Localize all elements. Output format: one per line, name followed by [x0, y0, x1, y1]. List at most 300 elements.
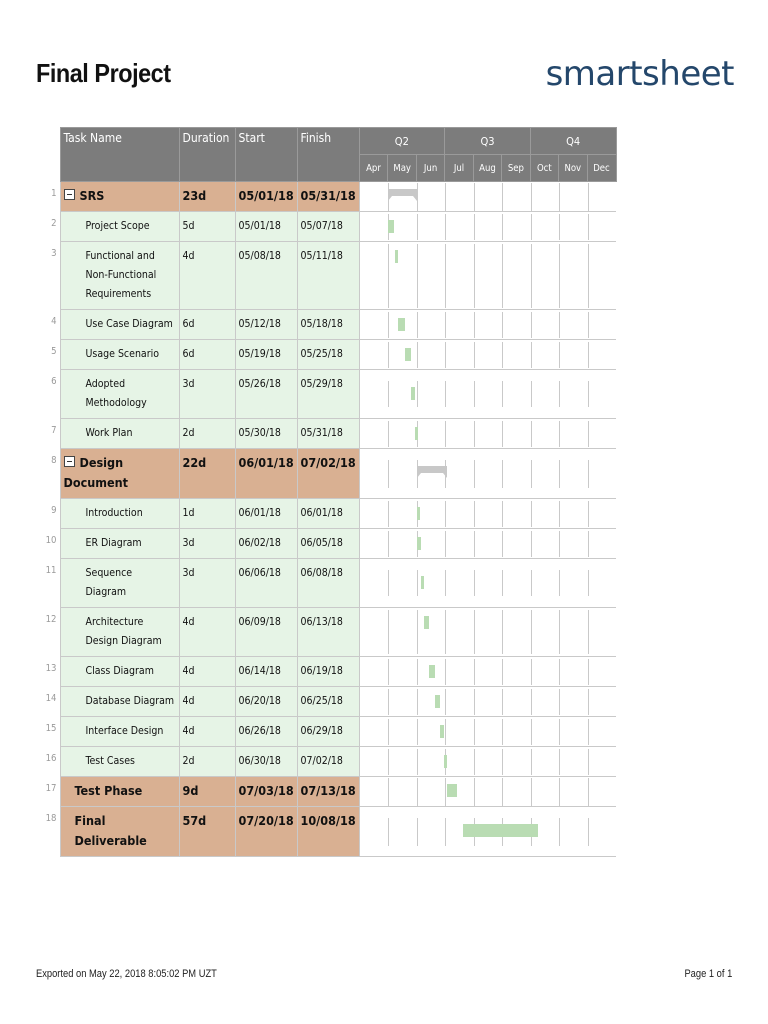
gantt-gridline [445, 342, 446, 368]
gantt-cell [359, 608, 616, 657]
gantt-gridline [531, 689, 532, 715]
gantt-gridline [502, 183, 503, 211]
task-finish-cell[interactable]: 05/25/18 [297, 340, 359, 370]
task-bar[interactable] [440, 725, 444, 738]
gantt-gridline [531, 719, 532, 745]
row-number: 2 [36, 212, 60, 242]
task-name-cell[interactable] [60, 777, 179, 807]
task-start-cell[interactable]: 06/30/18 [235, 747, 297, 777]
gantt-gridline [588, 689, 589, 715]
task-finish-cell[interactable]: 06/19/18 [297, 657, 359, 687]
gantt-gridline [388, 460, 389, 488]
task-finish-cell[interactable]: 07/13/18 [297, 777, 359, 807]
gantt-gridline [445, 501, 446, 527]
gantt-gridline [474, 659, 475, 685]
gantt-gridline [559, 689, 560, 715]
gantt-gridline [388, 719, 389, 745]
gantt-gridline [445, 531, 446, 557]
gantt-gridline [502, 689, 503, 715]
gantt-gridline [474, 778, 475, 806]
gantt-gridline [588, 183, 589, 211]
task-duration-cell[interactable]: 5d [179, 212, 235, 242]
gantt-gridline [502, 421, 503, 447]
collapse-toggle-icon[interactable] [64, 456, 75, 467]
task-start-cell[interactable]: 05/19/18 [235, 340, 297, 370]
gantt-gridline [388, 501, 389, 527]
gantt-gridline [588, 778, 589, 806]
task-name-cell[interactable] [60, 449, 179, 499]
gantt-gridline [531, 531, 532, 557]
row-number: 14 [36, 687, 60, 717]
task-finish-cell[interactable]: 07/02/18 [297, 449, 359, 499]
page-number: Page 1 of 1 [684, 968, 732, 980]
gantt-gridline [559, 214, 560, 240]
gantt-gridline [445, 421, 446, 447]
gantt-gridline [502, 531, 503, 557]
task-duration-cell[interactable]: 22d [179, 449, 235, 499]
gantt-gridline [388, 244, 389, 308]
gantt-gridline [559, 342, 560, 368]
row-number: 4 [36, 310, 60, 340]
gantt-gridline [388, 570, 389, 596]
gantt-gridline [502, 501, 503, 527]
gantt-cell [359, 529, 616, 559]
table-row[interactable] [36, 419, 616, 449]
gantt-gridline [474, 381, 475, 407]
month-apr: Apr [360, 155, 388, 181]
task-finish-cell[interactable]: 07/02/18 [297, 747, 359, 777]
gantt-gridline [531, 659, 532, 685]
task-start-cell[interactable]: 05/26/18 [235, 370, 297, 419]
task-start-cell[interactable]: 05/30/18 [235, 419, 297, 449]
gantt-gridline [474, 183, 475, 211]
gantt-gridline [588, 610, 589, 654]
row-number: 1 [36, 182, 60, 212]
column-header-task[interactable]: Task Name [60, 128, 179, 182]
gantt-gridline [531, 342, 532, 368]
table-row[interactable] [36, 529, 616, 559]
gantt-gridline [559, 610, 560, 654]
task-bar[interactable] [429, 665, 435, 678]
task-name: Functional and Non-Functional Requirements [85, 250, 157, 300]
gantt-gridline [588, 381, 589, 407]
timeline-months [359, 155, 616, 182]
task-name-cell[interactable] [60, 370, 179, 419]
month-jul: Jul [445, 155, 473, 181]
gantt-gridline [502, 244, 503, 308]
collapse-toggle-icon[interactable] [64, 189, 75, 200]
gantt-gridline [588, 570, 589, 596]
column-header-duration[interactable]: Duration [179, 128, 235, 182]
month-sep: Sep [502, 155, 530, 181]
gantt-gridline [531, 244, 532, 308]
task-name: SRS [79, 188, 105, 203]
task-duration-cell[interactable]: 23d [179, 182, 235, 212]
gantt-gridline [559, 570, 560, 596]
gantt-cell [359, 242, 616, 310]
gantt-gridline [502, 381, 503, 407]
month-nov: Nov [559, 155, 587, 181]
task-duration-cell[interactable]: 2d [179, 419, 235, 449]
task-duration-cell[interactable]: 6d [179, 340, 235, 370]
task-bar[interactable] [411, 387, 415, 400]
task-name-cell[interactable] [60, 559, 179, 608]
gantt-gridline [588, 214, 589, 240]
task-name: Final Deliverable [74, 813, 147, 848]
gantt-gridline [559, 460, 560, 488]
task-finish-cell[interactable]: 05/31/18 [297, 182, 359, 212]
gantt-cell [359, 747, 616, 777]
task-duration-cell[interactable]: 6d [179, 310, 235, 340]
gantt-gridline [474, 421, 475, 447]
task-name: Usage Scenario [85, 348, 160, 360]
gantt-gridline [502, 659, 503, 685]
gantt-gridline [445, 312, 446, 338]
task-name: Database Diagram [85, 695, 175, 707]
page-title: Final Project [36, 58, 171, 88]
task-bar[interactable] [395, 250, 399, 263]
gantt-gridline [388, 749, 389, 775]
table-row[interactable] [36, 242, 616, 310]
task-bar[interactable] [424, 616, 429, 629]
gantt-gridline [417, 183, 418, 211]
gantt-gridline [531, 778, 532, 806]
row-number: 18 [36, 807, 60, 857]
task-duration-cell[interactable]: 3d [179, 529, 235, 559]
summary-bar[interactable] [417, 466, 447, 473]
gantt-gridline [502, 214, 503, 240]
gantt-sheet [36, 127, 617, 857]
gantt-gridline [588, 312, 589, 338]
task-name: Interface Design [85, 725, 164, 737]
gantt-gridline [531, 421, 532, 447]
gantt-gridline [474, 214, 475, 240]
task-name: Use Case Diagram [85, 318, 173, 330]
task-name-cell[interactable] [60, 687, 179, 717]
task-duration-cell[interactable]: 2d [179, 747, 235, 777]
table-row[interactable] [36, 499, 616, 529]
task-bar[interactable] [435, 695, 441, 708]
row-number: 7 [36, 419, 60, 449]
task-finish-cell[interactable]: 06/13/18 [297, 608, 359, 657]
task-bar[interactable] [417, 537, 421, 550]
gantt-gridline [445, 689, 446, 715]
task-name-cell[interactable] [60, 608, 179, 657]
gantt-gridline [531, 501, 532, 527]
month-dec: Dec [587, 155, 616, 181]
task-name-cell[interactable] [60, 212, 179, 242]
task-bar[interactable] [421, 576, 424, 589]
gantt-gridline [388, 818, 389, 846]
gantt-gridline [588, 342, 589, 368]
gantt-gridline [474, 749, 475, 775]
gantt-gridline [559, 749, 560, 775]
task-name-cell[interactable] [60, 182, 179, 212]
gantt-gridline [474, 342, 475, 368]
row-number: 9 [36, 499, 60, 529]
row-number: 6 [36, 370, 60, 419]
task-duration-cell[interactable]: 9d [179, 777, 235, 807]
export-timestamp: Exported on May 22, 2018 8:05:02 PM UZT [36, 968, 217, 980]
task-finish-cell[interactable]: 06/05/18 [297, 529, 359, 559]
task-duration-cell[interactable]: 4d [179, 657, 235, 687]
task-bar[interactable] [444, 755, 447, 768]
gantt-gridline [388, 381, 389, 407]
task-bar[interactable] [417, 507, 420, 520]
gantt-gridline [588, 719, 589, 745]
month-aug: Aug [473, 155, 501, 181]
gantt-gridline [417, 749, 418, 775]
task-name-cell[interactable] [60, 499, 179, 529]
task-name: Project Scope [85, 220, 150, 232]
gantt-gridline [474, 570, 475, 596]
table-row[interactable] [36, 687, 616, 717]
task-duration-cell[interactable]: 4d [179, 687, 235, 717]
gantt-gridline [388, 778, 389, 806]
gantt-gridline [559, 778, 560, 806]
task-finish-cell[interactable]: 06/29/18 [297, 717, 359, 747]
task-duration-cell[interactable]: 4d [179, 608, 235, 657]
timeline-quarters [359, 128, 616, 155]
gantt-cell [359, 807, 616, 857]
table-row[interactable] [36, 559, 616, 608]
gantt-gridline [502, 749, 503, 775]
task-name-cell[interactable] [60, 717, 179, 747]
gantt-gridline [388, 689, 389, 715]
task-bar[interactable] [405, 348, 412, 361]
gantt-gridline [559, 531, 560, 557]
gantt-gridline [417, 610, 418, 654]
gantt-gridline [502, 460, 503, 488]
gantt-gridline [474, 719, 475, 745]
task-start-cell[interactable]: 06/02/18 [235, 529, 297, 559]
gantt-gridline [502, 570, 503, 596]
gantt-gridline [559, 421, 560, 447]
gantt-gridline [474, 531, 475, 557]
task-name: Class Diagram [85, 665, 154, 677]
task-finish-cell[interactable]: 05/18/18 [297, 310, 359, 340]
table-row[interactable] [36, 608, 616, 657]
gantt-gridline [388, 531, 389, 557]
task-name-cell[interactable] [60, 419, 179, 449]
table-row[interactable] [36, 310, 616, 340]
gantt-cell [359, 559, 616, 608]
gantt-gridline [559, 659, 560, 685]
gantt-gridline [417, 719, 418, 745]
gantt-gridline [445, 719, 446, 745]
task-start-cell[interactable]: 06/14/18 [235, 657, 297, 687]
table-row[interactable] [36, 212, 616, 242]
task-bar[interactable] [388, 220, 394, 233]
gantt-gridline [531, 749, 532, 775]
gantt-gridline [417, 689, 418, 715]
table-row[interactable] [36, 182, 616, 212]
row-number: 17 [36, 777, 60, 807]
row-number: 11 [36, 559, 60, 608]
gantt-gridline [531, 570, 532, 596]
gantt-gridline [474, 312, 475, 338]
gantt-gridline [559, 381, 560, 407]
task-name: Sequence Diagram [85, 567, 133, 598]
gantt-cell [359, 182, 616, 212]
task-finish-cell[interactable]: 06/25/18 [297, 687, 359, 717]
task-name-cell[interactable] [60, 807, 179, 857]
task-start-cell[interactable]: 06/01/18 [235, 449, 297, 499]
header-row-1 [36, 128, 616, 155]
month-may: May [388, 155, 416, 181]
gantt-cell [359, 212, 616, 242]
task-name: Test Phase [74, 783, 143, 798]
gantt-gridline [502, 610, 503, 654]
table-row[interactable] [36, 717, 616, 747]
task-start-cell[interactable]: 07/20/18 [235, 807, 297, 857]
task-name: Design Document [63, 455, 128, 490]
gantt-cell [359, 449, 616, 499]
table-row[interactable] [36, 777, 616, 807]
task-finish-cell[interactable]: 05/31/18 [297, 419, 359, 449]
gantt-gridline [445, 244, 446, 308]
gantt-cell [359, 687, 616, 717]
gantt-gridline [445, 818, 446, 846]
task-name: Adopted Methodology [85, 378, 147, 409]
gantt-gridline [417, 778, 418, 806]
table-row[interactable] [36, 657, 616, 687]
task-duration-cell[interactable]: 3d [179, 370, 235, 419]
task-start-cell[interactable]: 06/06/18 [235, 559, 297, 608]
task-name-cell[interactable] [60, 747, 179, 777]
task-name: ER Diagram [85, 537, 142, 549]
task-name-cell[interactable] [60, 657, 179, 687]
row-number: 10 [36, 529, 60, 559]
gantt-gridline [531, 610, 532, 654]
gantt-gridline [559, 501, 560, 527]
task-finish-cell[interactable]: 10/08/18 [297, 807, 359, 857]
gantt-gridline [388, 342, 389, 368]
table-row[interactable] [36, 747, 616, 777]
gantt-gridline [502, 342, 503, 368]
gantt-gridline [559, 719, 560, 745]
column-header-start[interactable]: Start [235, 128, 297, 182]
gantt-gridline [417, 570, 418, 596]
gantt-gridline [502, 719, 503, 745]
task-duration-cell[interactable]: 4d [179, 242, 235, 310]
gantt-gridline [474, 460, 475, 488]
task-finish-cell[interactable]: 05/11/18 [297, 242, 359, 310]
task-name-cell[interactable] [60, 310, 179, 340]
month-oct: Oct [530, 155, 558, 181]
gantt-cell [359, 370, 616, 419]
gantt-cell [359, 310, 616, 340]
task-name-cell[interactable] [60, 340, 179, 370]
gantt-cell [359, 419, 616, 449]
summary-bar[interactable] [388, 189, 417, 196]
gantt-gridline [531, 312, 532, 338]
gantt-cell [359, 499, 616, 529]
task-finish-cell[interactable]: 06/01/18 [297, 499, 359, 529]
gantt-gridline [588, 421, 589, 447]
task-name-cell[interactable] [60, 242, 179, 310]
task-duration-cell[interactable]: 3d [179, 559, 235, 608]
gantt-cell [359, 657, 616, 687]
gantt-gridline [388, 312, 389, 338]
gantt-gridline [531, 183, 532, 211]
gantt-gridline [559, 312, 560, 338]
row-number: 16 [36, 747, 60, 777]
task-name: Test Cases [85, 755, 135, 767]
gantt-gridline [417, 818, 418, 846]
quarter-q4: Q4 [530, 128, 615, 154]
task-bar[interactable] [463, 824, 538, 837]
task-bar[interactable] [415, 427, 418, 440]
gantt-gridline [445, 183, 446, 211]
gantt-gridline [417, 381, 418, 407]
task-finish-cell[interactable]: 05/29/18 [297, 370, 359, 419]
row-number: 12 [36, 608, 60, 657]
task-duration-cell[interactable]: 57d [179, 807, 235, 857]
task-start-cell[interactable]: 05/01/18 [235, 212, 297, 242]
task-name-cell[interactable] [60, 529, 179, 559]
gantt-cell [359, 777, 616, 807]
task-bar[interactable] [398, 318, 404, 331]
task-name: Introduction [85, 507, 143, 519]
gantt-gridline [588, 818, 589, 846]
month-jun: Jun [416, 155, 444, 181]
task-start-cell[interactable]: 05/08/18 [235, 242, 297, 310]
table-row[interactable] [36, 807, 616, 857]
task-start-cell[interactable]: 06/01/18 [235, 499, 297, 529]
quarter-q3: Q3 [445, 128, 531, 154]
gantt-gridline [559, 183, 560, 211]
gantt-gridline [388, 610, 389, 654]
row-number: 5 [36, 340, 60, 370]
task-duration-cell[interactable]: 1d [179, 499, 235, 529]
gantt-gridline [531, 460, 532, 488]
gantt-gridline [474, 610, 475, 654]
row-number: 13 [36, 657, 60, 687]
gantt-gridline [445, 610, 446, 654]
task-start-cell[interactable]: 07/03/18 [235, 777, 297, 807]
gantt-gridline [445, 214, 446, 240]
task-finish-cell[interactable]: 05/07/18 [297, 212, 359, 242]
task-finish-cell[interactable]: 06/08/18 [297, 559, 359, 608]
task-name: Work Plan [85, 427, 133, 439]
column-header-finish[interactable]: Finish [297, 128, 359, 182]
gantt-gridline [531, 214, 532, 240]
gantt-gridline [417, 214, 418, 240]
table-row[interactable] [36, 449, 616, 499]
gantt-gridline [559, 244, 560, 308]
gantt-gridline [417, 312, 418, 338]
gantt-gridline [474, 244, 475, 308]
gantt-gridline [417, 342, 418, 368]
task-start-cell[interactable]: 06/20/18 [235, 687, 297, 717]
table-row[interactable] [36, 370, 616, 419]
gantt-gridline [388, 421, 389, 447]
quarter-q2: Q2 [360, 128, 445, 154]
task-duration-cell[interactable]: 4d [179, 717, 235, 747]
task-start-cell[interactable]: 05/12/18 [235, 310, 297, 340]
row-number: 3 [36, 242, 60, 310]
gantt-gridline [445, 381, 446, 407]
task-bar[interactable] [447, 784, 457, 797]
task-start-cell[interactable]: 05/01/18 [235, 182, 297, 212]
task-start-cell[interactable]: 06/09/18 [235, 608, 297, 657]
task-name: Architecture Design Diagram [85, 616, 162, 647]
gantt-cell [359, 340, 616, 370]
task-start-cell[interactable]: 06/26/18 [235, 717, 297, 747]
table-row[interactable] [36, 340, 616, 370]
gantt-gridline [502, 778, 503, 806]
